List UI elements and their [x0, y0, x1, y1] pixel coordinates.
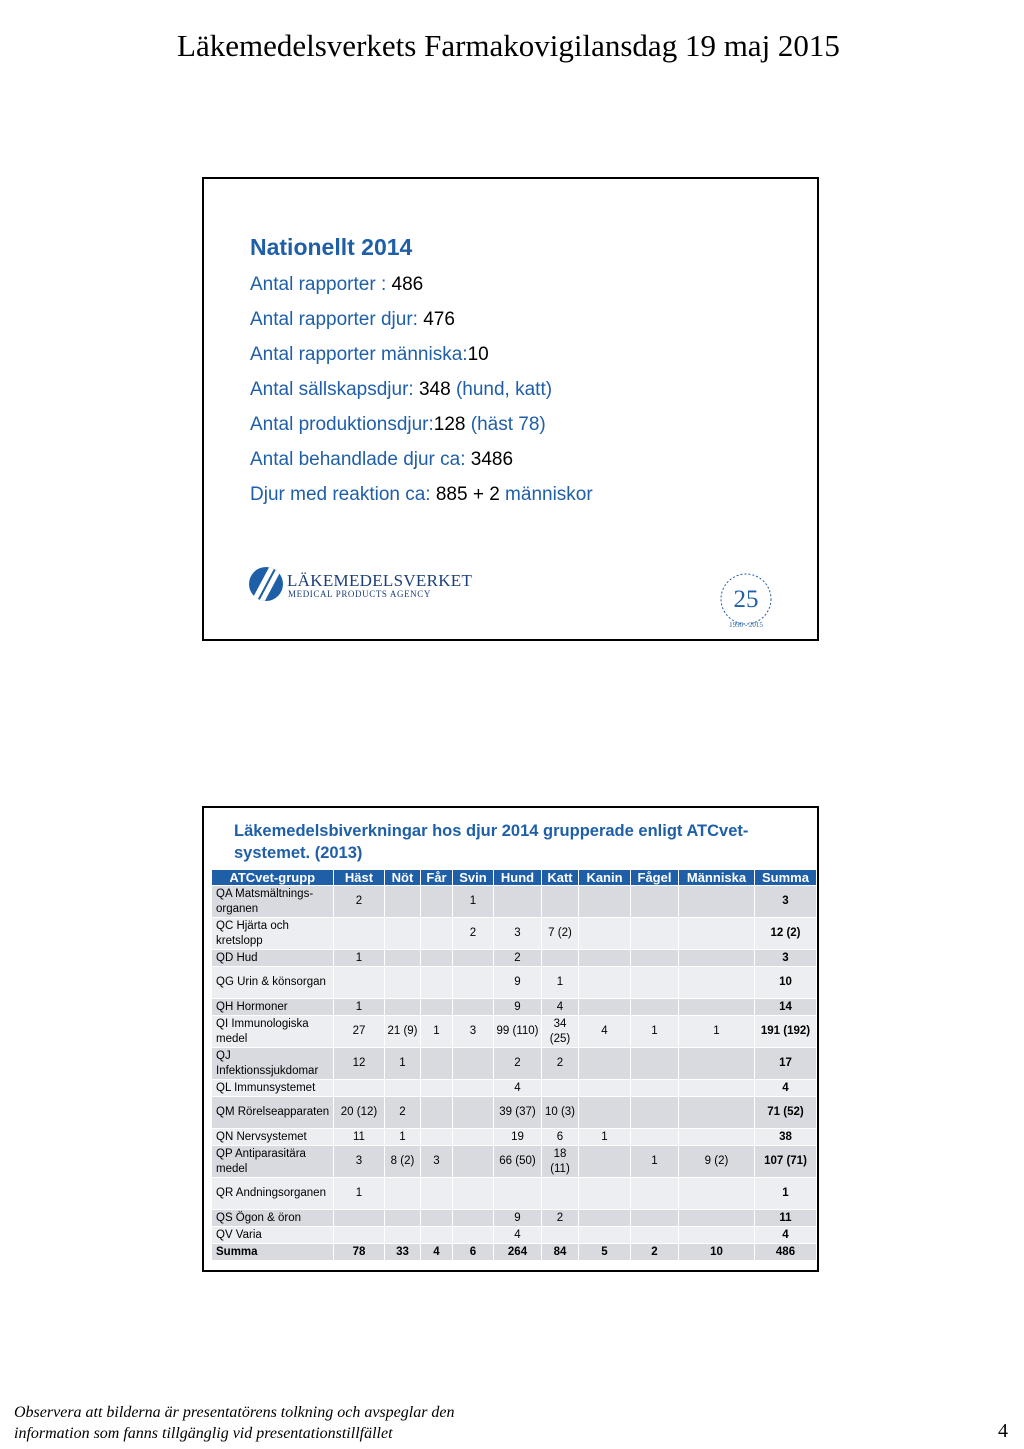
value-cell	[579, 1048, 631, 1080]
seal-years: 1990 - 2015	[729, 621, 763, 629]
table-row	[212, 1129, 817, 1146]
value-cell: 264	[494, 1244, 542, 1261]
value-cell	[631, 918, 679, 950]
table-row	[212, 1146, 817, 1178]
value-cell	[579, 1080, 631, 1097]
value-cell: 1	[421, 1016, 453, 1048]
logo-subtitle: MEDICAL PRODUCTS AGENCY	[288, 589, 431, 599]
value-cell	[579, 950, 631, 967]
value-cell: 10	[679, 1244, 755, 1261]
value-cell: 19	[494, 1129, 542, 1146]
value-cell	[421, 999, 453, 1016]
value-cell	[385, 967, 421, 999]
table-row	[212, 967, 817, 999]
value-cell: 3	[494, 918, 542, 950]
atc-group-cell: QJ Infektionssjukdomar	[212, 1048, 334, 1080]
value-cell: 4	[494, 1080, 542, 1097]
value-cell	[631, 1080, 679, 1097]
value-cell	[579, 886, 631, 918]
value-cell	[679, 1210, 755, 1227]
total-row	[212, 1244, 817, 1261]
stat-line: Djur med reaktion ca: 885 + 2 människor	[250, 484, 593, 505]
stat-line: Antal produktionsdjur:128 (häst 78)	[250, 414, 546, 435]
atc-group-cell: Summa	[212, 1244, 334, 1261]
value-cell	[631, 1227, 679, 1244]
value-cell: 4	[542, 999, 579, 1016]
atcvet-table	[211, 870, 817, 1261]
atc-group-cell: QD Hud	[212, 950, 334, 967]
value-cell: 6	[453, 1244, 494, 1261]
seal-number: 25	[733, 586, 759, 613]
value-cell	[421, 1227, 453, 1244]
value-cell	[334, 1080, 385, 1097]
stat-line: Antal behandlade djur ca: 3486	[250, 449, 514, 470]
value-cell	[579, 1210, 631, 1227]
value-cell	[542, 1080, 579, 1097]
value-cell: 1	[755, 1178, 817, 1210]
table-row	[212, 1016, 817, 1048]
atc-group-cell: QL Immunsystemet	[212, 1080, 334, 1097]
value-cell	[494, 1178, 542, 1210]
value-cell: 8 (2)	[385, 1146, 421, 1178]
value-cell	[421, 950, 453, 967]
value-cell: 11	[755, 1210, 817, 1227]
value-cell: 2	[631, 1244, 679, 1261]
table-row	[212, 1097, 817, 1129]
value-cell	[385, 1080, 421, 1097]
value-cell	[334, 1227, 385, 1244]
value-cell	[421, 1210, 453, 1227]
column-header: ATCvet-grupp	[212, 870, 334, 886]
stat-line: Antal sällskapsdjur: 348 (hund, katt)	[250, 379, 553, 400]
column-header: Hund	[494, 870, 542, 886]
atc-group-cell: QH Hormoner	[212, 999, 334, 1016]
value-cell: 3	[421, 1146, 453, 1178]
value-cell	[385, 1178, 421, 1210]
column-header: Svin	[453, 870, 494, 886]
value-cell: 1	[334, 1178, 385, 1210]
value-cell	[631, 1097, 679, 1129]
value-cell: 2	[494, 1048, 542, 1080]
value-cell	[631, 1048, 679, 1080]
column-header: Människa	[679, 870, 755, 886]
value-cell: 11	[334, 1129, 385, 1146]
value-cell	[631, 1129, 679, 1146]
value-cell	[579, 999, 631, 1016]
value-cell	[453, 1227, 494, 1244]
atc-group-cell: QV Varia	[212, 1227, 334, 1244]
agency-emblem-icon	[249, 567, 283, 601]
value-cell: 12 (2)	[755, 918, 817, 950]
value-cell: 10	[755, 967, 817, 999]
value-cell	[542, 886, 579, 918]
table-row	[212, 950, 817, 967]
value-cell	[631, 886, 679, 918]
table-row	[212, 1227, 817, 1244]
value-cell: 34 (25)	[542, 1016, 579, 1048]
value-cell: 9	[494, 967, 542, 999]
atc-group-cell: QP Antiparasitära medel	[212, 1146, 334, 1178]
value-cell: 17	[755, 1048, 817, 1080]
value-cell: 9 (2)	[679, 1146, 755, 1178]
value-cell	[385, 1227, 421, 1244]
table-row	[212, 1048, 817, 1080]
value-cell: 38	[755, 1129, 817, 1146]
value-cell: 2	[334, 886, 385, 918]
value-cell: 3	[334, 1146, 385, 1178]
value-cell	[631, 967, 679, 999]
value-cell: 1	[542, 967, 579, 999]
value-cell	[385, 886, 421, 918]
value-cell	[679, 886, 755, 918]
value-cell: 1	[631, 1016, 679, 1048]
statistics-list	[250, 273, 593, 518]
value-cell	[679, 1080, 755, 1097]
slide-nationellt-2014	[202, 177, 819, 641]
value-cell: 66 (50)	[494, 1146, 542, 1178]
disclaimer-footnote: Observera att bilderna är presentatörens tolkning och avspeglar den information som fanns tillgänglig vid presentationstillfället	[14, 1404, 455, 1442]
table-row	[212, 999, 817, 1016]
column-header: Häst	[334, 870, 385, 886]
value-cell	[579, 1227, 631, 1244]
value-cell: 1	[679, 1016, 755, 1048]
value-cell	[679, 967, 755, 999]
anniversary-seal-icon	[706, 569, 780, 629]
atc-group-cell: QN Nervsystemet	[212, 1129, 334, 1146]
atc-group-cell: QS Ögon & öron	[212, 1210, 334, 1227]
value-cell	[421, 1129, 453, 1146]
value-cell: 20 (12)	[334, 1097, 385, 1129]
value-cell	[334, 1210, 385, 1227]
value-cell: 5	[579, 1244, 631, 1261]
value-cell	[421, 967, 453, 999]
value-cell: 1	[334, 950, 385, 967]
value-cell	[579, 1097, 631, 1129]
value-cell	[579, 1178, 631, 1210]
value-cell	[453, 950, 494, 967]
value-cell: 6	[542, 1129, 579, 1146]
value-cell	[631, 1210, 679, 1227]
value-cell: 4	[755, 1080, 817, 1097]
value-cell: 4	[755, 1227, 817, 1244]
value-cell	[579, 1146, 631, 1178]
value-cell	[679, 1178, 755, 1210]
value-cell	[453, 1129, 494, 1146]
value-cell: 2	[385, 1097, 421, 1129]
column-header: Får	[421, 870, 453, 886]
table-row	[212, 918, 817, 950]
value-cell	[494, 886, 542, 918]
value-cell	[542, 1227, 579, 1244]
value-cell	[631, 999, 679, 1016]
value-cell	[453, 967, 494, 999]
value-cell: 3	[755, 886, 817, 918]
value-cell	[385, 1210, 421, 1227]
value-cell: 9	[494, 1210, 542, 1227]
value-cell: 1	[385, 1048, 421, 1080]
value-cell	[453, 1146, 494, 1178]
atc-group-cell: QC Hjärta och kretslopp	[212, 918, 334, 950]
value-cell: 1	[385, 1129, 421, 1146]
value-cell	[631, 1178, 679, 1210]
value-cell	[579, 967, 631, 999]
value-cell: 1	[631, 1146, 679, 1178]
value-cell: 18 (11)	[542, 1146, 579, 1178]
value-cell: 1	[334, 999, 385, 1016]
value-cell: 191 (192)	[755, 1016, 817, 1048]
atc-group-cell: QG Urin & könsorgan	[212, 967, 334, 999]
value-cell	[542, 1178, 579, 1210]
value-cell: 10 (3)	[542, 1097, 579, 1129]
logo-name: LÄKEMEDELSVERKET	[287, 571, 473, 590]
value-cell	[679, 1048, 755, 1080]
value-cell: 9	[494, 999, 542, 1016]
value-cell: 84	[542, 1244, 579, 1261]
value-cell	[579, 918, 631, 950]
value-cell	[453, 1097, 494, 1129]
value-cell	[421, 918, 453, 950]
value-cell	[385, 950, 421, 967]
slide-atcvet-table	[202, 806, 819, 1272]
value-cell	[679, 999, 755, 1016]
value-cell	[453, 1210, 494, 1227]
column-header: Katt	[542, 870, 579, 886]
value-cell: 2	[542, 1048, 579, 1080]
slide-heading: Nationellt 2014	[250, 234, 413, 260]
column-header: Fågel	[631, 870, 679, 886]
value-cell: 2	[494, 950, 542, 967]
atc-group-cell: QR Andningsorganen	[212, 1178, 334, 1210]
table-row	[212, 1178, 817, 1210]
value-cell: 27	[334, 1016, 385, 1048]
value-cell: 4	[579, 1016, 631, 1048]
value-cell: 39 (37)	[494, 1097, 542, 1129]
stat-line: Antal rapporter : 486	[250, 274, 424, 295]
value-cell: 3	[755, 950, 817, 967]
stat-line: Antal rapporter människa:10	[250, 344, 489, 365]
value-cell: 3	[453, 1016, 494, 1048]
value-cell	[453, 999, 494, 1016]
value-cell	[679, 1129, 755, 1146]
value-cell: 486	[755, 1244, 817, 1261]
value-cell	[631, 950, 679, 967]
value-cell	[679, 1097, 755, 1129]
value-cell: 4	[421, 1244, 453, 1261]
atc-group-cell: QA Matsmältnings-organen	[212, 886, 334, 918]
table-row	[212, 1210, 817, 1227]
value-cell: 33	[385, 1244, 421, 1261]
atc-group-cell: QM Rörelseapparaten	[212, 1097, 334, 1129]
value-cell: 14	[755, 999, 817, 1016]
atc-group-cell: QI Immunologiska medel	[212, 1016, 334, 1048]
value-cell: 7 (2)	[542, 918, 579, 950]
value-cell	[385, 999, 421, 1016]
value-cell	[421, 1080, 453, 1097]
value-cell	[334, 967, 385, 999]
page-title: Läkemedelsverkets Farmakovigilansdag 19 maj 2015	[177, 28, 840, 63]
page-number: 4	[998, 1420, 1008, 1442]
column-header: Summa	[755, 870, 817, 886]
value-cell	[679, 918, 755, 950]
value-cell: 71 (52)	[755, 1097, 817, 1129]
value-cell: 12	[334, 1048, 385, 1080]
value-cell	[385, 918, 421, 950]
value-cell: 2	[542, 1210, 579, 1227]
table-row	[212, 886, 817, 918]
value-cell	[421, 886, 453, 918]
value-cell: 78	[334, 1244, 385, 1261]
column-header: Nöt	[385, 870, 421, 886]
stat-line: Antal rapporter djur: 476	[250, 309, 455, 330]
value-cell: 2	[453, 918, 494, 950]
value-cell: 1	[453, 886, 494, 918]
value-cell	[421, 1178, 453, 1210]
value-cell	[542, 950, 579, 967]
value-cell	[679, 950, 755, 967]
value-cell	[421, 1097, 453, 1129]
value-cell	[453, 1178, 494, 1210]
value-cell	[334, 918, 385, 950]
table-row	[212, 1080, 817, 1097]
slide-title: Läkemedelsbiverkningar hos djur 2014 grupperade enligt ATCvet-systemet. (2013)	[234, 822, 749, 862]
value-cell: 99 (110)	[494, 1016, 542, 1048]
value-cell: 4	[494, 1227, 542, 1244]
value-cell	[453, 1048, 494, 1080]
value-cell: 1	[579, 1129, 631, 1146]
value-cell	[421, 1048, 453, 1080]
value-cell	[679, 1227, 755, 1244]
value-cell: 107 (71)	[755, 1146, 817, 1178]
column-header: Kanin	[579, 870, 631, 886]
value-cell: 21 (9)	[385, 1016, 421, 1048]
value-cell	[453, 1080, 494, 1097]
